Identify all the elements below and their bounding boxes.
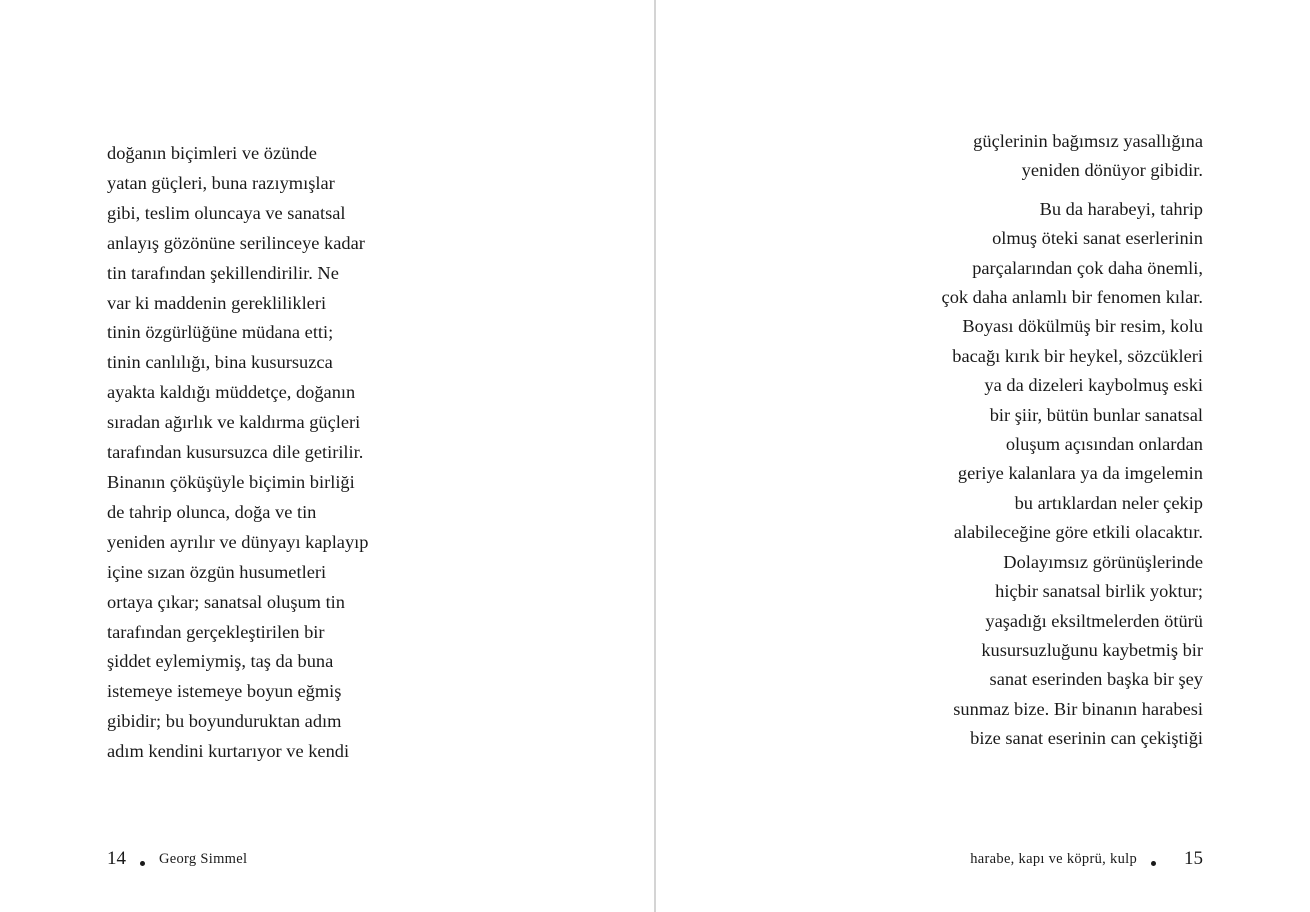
right-page-footer xyxy=(970,844,1203,874)
text-line: içine sızan özgün husumetleri xyxy=(107,561,327,582)
text-line: doğanın biçimleri ve özünde xyxy=(107,143,317,163)
bullet-separator xyxy=(140,861,145,866)
text-line: yatan güçleri, buna razıymışlar xyxy=(107,172,335,193)
text-line: de tahrip olunca, doğa ve tin xyxy=(107,501,317,522)
text-line: tarafından gerçekleştirilen bir xyxy=(107,621,325,642)
text-line: bacağı kırık bir heykel, sözcükleri xyxy=(952,345,1203,366)
text-line: yeniden dönüyor gibidir. xyxy=(1021,160,1203,181)
page-number-right: 15 xyxy=(1184,848,1203,869)
text-line: hiçbir sanatsal birlik yoktur; xyxy=(995,581,1203,602)
text-line: sıradan ağırlık ve kaldırma güçleri xyxy=(107,412,361,433)
text-line: ayakta kaldığı müddetçe, doğanın xyxy=(107,382,356,403)
text-line: parçalarından çok daha önemli, xyxy=(972,257,1203,278)
page-number-left: 14 xyxy=(107,848,126,869)
text-line: Binanın çöküşüyle biçimin birliği xyxy=(107,471,355,492)
text-line: kusursuzluğunu kaybetmiş bir xyxy=(981,639,1203,660)
text-line: alabileceğine göre etkili olacaktır. xyxy=(953,522,1203,543)
text-line: gibidir; bu boyunduruktan adım xyxy=(107,711,342,732)
text-line: ortaya çıkar; sanatsal oluşum tin xyxy=(107,591,345,612)
text-line: şiddet eylemiymiş, taş da buna xyxy=(107,651,334,672)
text-line: tin tarafından şekillendirilir. Ne xyxy=(107,262,339,283)
running-head-author: Georg Simmel xyxy=(159,850,248,867)
text-line: tinin özgürlüğüne müdana etti; xyxy=(107,322,334,343)
text-line: sanat eserinden başka bir şey xyxy=(989,669,1203,690)
running-head-title: harabe, kapı ve köprü, kulp xyxy=(970,850,1137,867)
text-line: çok daha anlamlı bir fenomen kılar. xyxy=(941,287,1203,308)
text-line: var ki maddenin gereklilikleri xyxy=(107,292,327,313)
text-line: sunmaz bize. Bir binanın harabesi xyxy=(953,698,1203,719)
text-line: Bu da harabeyi, tahrip xyxy=(1039,198,1203,219)
text-line: olmuş öteki sanat eserlerinin xyxy=(992,228,1203,249)
right-page-body-text xyxy=(863,127,1203,754)
text-line: geriye kalanlara ya da imgelemin xyxy=(957,463,1203,484)
text-line: güçlerinin bağımsız yasallığına xyxy=(973,131,1203,151)
text-line: yeniden ayrılır ve dünyayı kaplayıp xyxy=(107,531,369,552)
bullet-separator xyxy=(1151,861,1156,866)
text-line: yaşadığı eksiltmelerden ötürü xyxy=(985,610,1203,631)
text-line: tinin canlılığı, bina kusursuzca xyxy=(107,352,333,373)
left-page xyxy=(0,0,654,912)
text-line: bize sanat eserinin can çekiştiği xyxy=(970,728,1203,749)
paragraph-break xyxy=(863,186,1203,195)
text-line: Dolayımsız görünüşlerinde xyxy=(1003,551,1203,572)
left-page-body-text xyxy=(107,139,437,767)
text-line: oluşum açısından onlardan xyxy=(1005,434,1203,455)
text-line: tarafından kusursuzca dile getirilir. xyxy=(107,442,364,463)
text-line: adım kendini kurtarıyor ve kendi xyxy=(107,741,350,762)
text-line: ya da dizeleri kaybolmuş eski xyxy=(984,375,1203,396)
left-page-footer xyxy=(107,844,247,874)
text-line: Boyası dökülmüş bir resim, kolu xyxy=(962,316,1203,337)
text-line: istemeye istemeye boyun eğmiş xyxy=(107,681,342,702)
right-page xyxy=(656,0,1310,912)
text-line: bu artıklardan neler çekip xyxy=(1014,492,1203,513)
text-line: gibi, teslim oluncaya ve sanatsal xyxy=(107,202,346,223)
text-line: bir şiir, bütün bunlar sanatsal xyxy=(989,404,1203,425)
text-line: anlayış gözönüne serilinceye kadar xyxy=(107,232,365,253)
